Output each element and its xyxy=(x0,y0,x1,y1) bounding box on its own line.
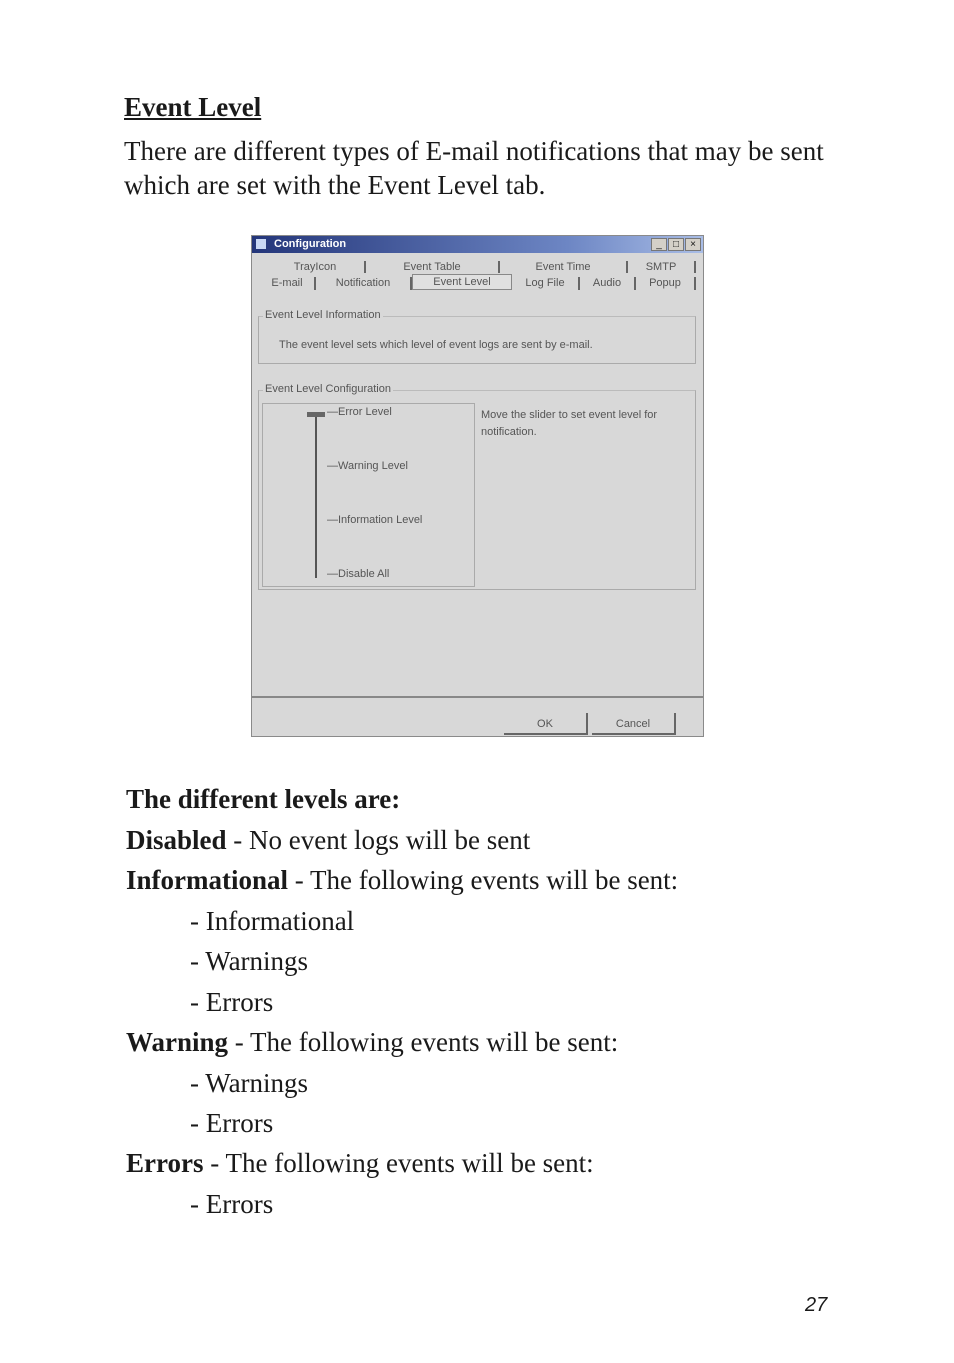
level-slider-box xyxy=(262,403,475,587)
warning-term: Warning xyxy=(126,1027,229,1057)
warning-line xyxy=(126,1027,618,1058)
list-item: - Warnings xyxy=(190,946,309,976)
errors-desc: - The following events will be sent: xyxy=(203,1148,594,1178)
tick-error-level: —Error Level xyxy=(327,406,392,418)
list-item: - Errors xyxy=(190,987,274,1017)
list-item: - Warnings xyxy=(190,1068,309,1098)
page-number: 27 xyxy=(805,1294,828,1316)
tab-audio[interactable]: Audio xyxy=(580,277,636,290)
tab-event-time[interactable]: Event Time xyxy=(500,261,628,273)
disabled-term: Disabled xyxy=(126,825,227,855)
informational-line xyxy=(126,865,678,896)
tab-event-table[interactable]: Event Table xyxy=(366,261,500,273)
disabled-desc: - No event logs will be sent xyxy=(226,825,531,855)
levels-heading: The different levels are: xyxy=(126,784,401,814)
tab-notification[interactable]: Notification xyxy=(316,277,412,290)
slider-hint: Move the slider to set event level for notification. xyxy=(481,409,658,438)
tab-row-2 xyxy=(260,277,696,290)
section-heading: Event Level xyxy=(124,92,262,122)
errors-term: Errors xyxy=(126,1148,204,1178)
cancel-button[interactable]: Cancel xyxy=(592,713,676,735)
tab-trayicon[interactable]: TrayIcon xyxy=(266,261,366,273)
tab-log-file[interactable]: Log File xyxy=(512,277,580,290)
info-group-label: Event Level Information xyxy=(265,309,381,321)
maximize-icon[interactable]: □ xyxy=(668,238,684,251)
configuration-dialog-screenshot xyxy=(251,235,704,737)
intro-paragraph: There are different types of E-mail notifications that may be sent which are set with the Event Level tab. xyxy=(124,136,824,200)
title-bar xyxy=(252,236,703,253)
slider-thumb[interactable] xyxy=(307,412,325,417)
list-item: - Errors xyxy=(190,1189,274,1219)
minimize-icon[interactable]: _ xyxy=(651,238,667,251)
tab-event-level[interactable]: Event Level xyxy=(412,274,512,290)
tick-disable-all: —Disable All xyxy=(327,568,390,580)
dialog-divider xyxy=(252,696,703,698)
tab-popup[interactable]: Popup xyxy=(636,277,696,290)
informational-term: Informational xyxy=(126,865,288,895)
app-icon xyxy=(256,239,266,249)
info-group xyxy=(258,309,696,364)
tick-information-level: —Information Level xyxy=(327,514,423,526)
tab-row-1 xyxy=(266,261,696,273)
ok-button[interactable]: OK xyxy=(504,713,588,735)
tab-email[interactable]: E-mail xyxy=(260,277,316,290)
close-icon[interactable]: × xyxy=(685,238,701,251)
informational-desc: - The following events will be sent: xyxy=(288,865,679,895)
list-item: - Informational xyxy=(190,906,355,936)
config-group-label: Event Level Configuration xyxy=(265,383,391,395)
warning-desc: - The following events will be sent: xyxy=(228,1027,619,1057)
window-title: Configuration xyxy=(274,238,347,250)
tab-smtp[interactable]: SMTP xyxy=(628,261,696,273)
slider-track[interactable] xyxy=(315,416,317,578)
info-text: The event level sets which level of event logs are sent by e-mail. xyxy=(279,339,593,351)
tick-warning-level: —Warning Level xyxy=(327,460,408,472)
list-item: - Errors xyxy=(190,1108,274,1138)
disabled-line xyxy=(126,825,530,856)
errors-line xyxy=(126,1148,594,1179)
